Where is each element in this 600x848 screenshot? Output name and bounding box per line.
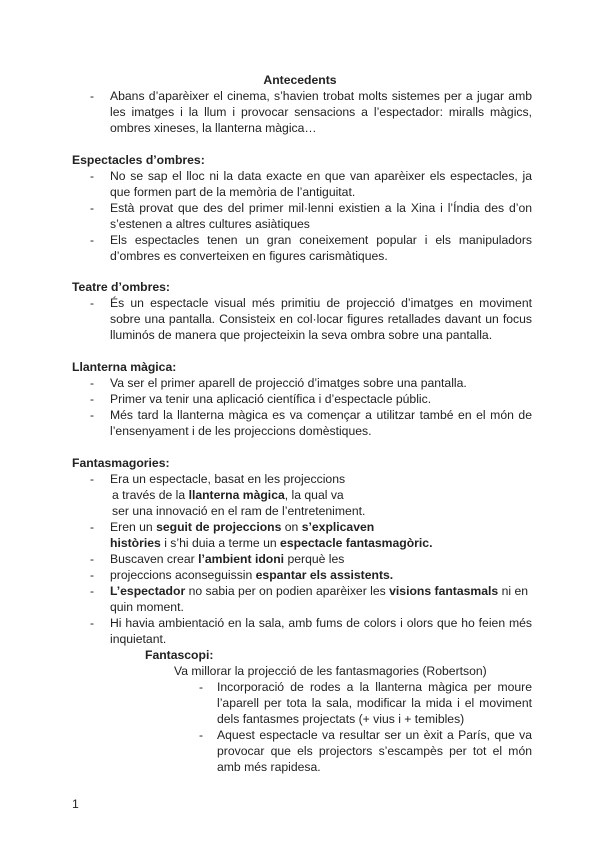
- section-teatre-ombres: [72, 279, 532, 343]
- list-item: - Va ser el primer aparell de projecció d’imatges sobre una pantalla.: [72, 375, 532, 391]
- text-run: i s’hi duia a terme un: [160, 536, 281, 550]
- section-heading: Espectacles d’ombres:: [72, 153, 205, 167]
- list-item: - No se sap el lloc ni la data exacte en que van aparèixer els espectacles, ja que formen part de la memòria de l’antiguitat.: [72, 168, 532, 200]
- list-item: - Està provat que des del primer mil·lenni existien a la Xina i l’Índia des d’on s’estenen a altres cultures asiàtiques: [72, 200, 532, 232]
- section-espectacles-ombres: [72, 152, 532, 264]
- list-item: [72, 471, 532, 519]
- list-item: [72, 519, 532, 551]
- text-run: perquè les: [284, 552, 345, 566]
- bold-run: s’explicaven: [301, 520, 375, 534]
- subsection-intro: Va millorar la projecció de les fantasmagories (Robertson): [174, 664, 487, 678]
- text-run: a través de la: [112, 488, 189, 502]
- section-llanterna-magica: [72, 359, 532, 439]
- bold-run: espantar els assistents.: [255, 568, 394, 582]
- subsection-heading: Fantascopi:: [145, 648, 214, 662]
- text-run: projeccions aconseguissin: [110, 568, 256, 582]
- list-item-line: [110, 535, 532, 551]
- text-run: no sabia per on podien aparèixer les: [185, 584, 390, 598]
- list-item: - És un espectacle visual més primitiu de projecció d’imatges en moviment sobre una pantalla. Consisteix en col·locar figures retallades davant un focus lluminós de manera que projecteixin la seva ombra sobre una pantalla.: [72, 295, 532, 343]
- list-item: [72, 551, 532, 567]
- bold-run: l’ambient idoni: [198, 552, 285, 566]
- list-item: - Aquest espectacle va resultar ser un èxit a París, que va provocar que els projectors s’escampès per tot el món amb més rapidesa.: [199, 727, 532, 775]
- list-item: - Incorporació de rodes a la llanterna màgica per moure l’aparell per tota la sala, modificar la mida i el moviment dels fantasmes projectats (+ vius i + temibles): [199, 679, 532, 727]
- section-heading: Fantasmagories:: [72, 456, 170, 470]
- page-number: 1: [72, 797, 79, 811]
- list-item: [72, 567, 532, 583]
- bold-run: històries: [110, 536, 161, 550]
- bold-run: llanterna màgica: [188, 488, 285, 502]
- page-title: Antecedents: [263, 73, 337, 87]
- intro-section: [72, 88, 532, 136]
- bold-run: visions fantasmals: [389, 584, 499, 598]
- list-item-line: ser una innovació en el ram de l’entreteniment.: [112, 504, 366, 518]
- section-fantascopi: [72, 647, 532, 775]
- list-item: [72, 583, 532, 615]
- text-run: , la qual va: [284, 488, 344, 502]
- list-item-line: [110, 487, 532, 503]
- list-item-line: [110, 519, 532, 535]
- section-heading: Teatre d’ombres:: [72, 280, 170, 294]
- bold-run: seguit de projeccions: [156, 520, 282, 534]
- list-item: - Abans d’aparèixer el cinema, s’havien trobat molts sistemes per a jugar amb les imatges i la llum i provocar sensacions a l’espectador: miralls màgics, ombres xineses, la llanterna màgica…: [72, 88, 532, 136]
- bold-run: espectacle fantasmagòric.: [280, 536, 433, 550]
- section-heading: Llanterna màgica:: [72, 360, 177, 374]
- list-item: - Més tard la llanterna màgica es va començar a utilitzar també en el món de l’ensenyament i de les projeccions domèstiques.: [72, 407, 532, 439]
- text-run: ni en quin moment.: [110, 584, 529, 614]
- list-item-line: - Era un espectacle, basat en les projeccions: [110, 472, 346, 486]
- section-fantasmagories: [72, 455, 532, 647]
- list-item: - Primer va tenir una aplicació científica i d’espectacle públic.: [72, 391, 532, 407]
- text-run: Eren un: [110, 520, 157, 534]
- list-item: - Hi havia ambientació en la sala, amb fums de colors i olors que ho feien més inquietant.: [72, 615, 532, 647]
- bold-run: L’espectador: [110, 584, 186, 598]
- text-run: on: [281, 520, 302, 534]
- list-item: - Els espectacles tenen un gran coneixement popular i els manipuladors d’ombres es converteixen en figures carismàtiques.: [72, 232, 532, 264]
- text-run: Buscaven crear: [110, 552, 199, 566]
